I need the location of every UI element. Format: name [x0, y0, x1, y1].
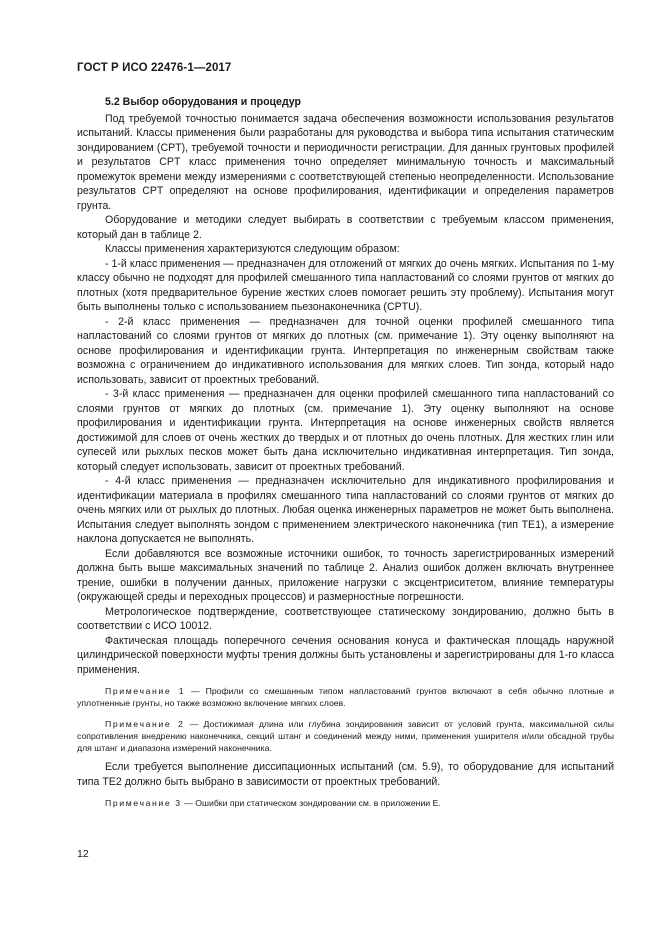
note-3-text: — Ошибки при статическом зондировании см. в приложении Е.	[181, 798, 441, 809]
page-number: 12	[77, 848, 89, 860]
paragraph-metrology: Метрологическое подтверждение, соответствующее статическому зондированию, должно быть в соответствии с ИСО 10012.	[77, 605, 614, 632]
paragraph-error-sources: Если добавляются все возможные источники ошибок, то точность зарегистрированных измерений должна быть выше максимальных значений по таблице 2. Анализ ошибок должен включать внутреннее трение, ошибки в получении данных, приложение нагрузки с эксцентриситетом, влияние температуры (окружающей среды и переходных процессов) и размерностные погрешности.	[77, 547, 614, 603]
note-2	[77, 718, 614, 755]
note-2-label: Примечание 2	[105, 718, 185, 729]
note-3	[77, 797, 614, 809]
paragraph-accuracy: Под требуемой точностью понимается задача обеспечения возможности использования результатов испытаний. Классы применения были разработаны для руководства и выбора типа испытания статическим зондированием (CPT), требуемой точности и периодичности регистрации. Для данных грунтовых профилей и результатов CPT класс применения точно определяет минимальную точность и максимальный промежуток времени между измерениями с соответствующей степенью неопределенности. Использование результатов CPT определяют на основе профилирования, идентификации и определения параметров грунта.	[77, 112, 614, 212]
document-header: ГОСТ Р ИСО 22476-1—2017	[77, 62, 232, 74]
paragraph-cone-area: Фактическая площадь поперечного сечения основания конуса и фактическая площадь наружной цилиндрической поверхности муфты трения должны быть установлены и зарегистрированы для 1-го класса применения.	[77, 634, 614, 676]
note-1-text: — Профили со смешанным типом напластований грунтов включают в себя обычно плотные и уплотненные грунты, но также возможно включение мягких слоев.	[77, 686, 614, 709]
paragraph-dissipation: Если требуется выполнение диссипационных испытаний (см. 5.9), то оборудование для испытаний типа TE2 должно быть выбрано в зависимости от проектных требований.	[77, 761, 614, 788]
document-body	[77, 95, 614, 816]
paragraph-class-2: - 2-й класс применения — предназначен для точной оценки профилей смешанного типа напластований со слоями грунтов от мягких до плотных (см. примечание 1). Эту оценку выполняют на основе профилирования и идентификации грунта. Интерпретация по инженерным свойствам также возможна с ограничением до индикативного использования для мягких слоев. Тип зонда, который надо использовать, зависит от проектных требований.	[77, 315, 614, 386]
paragraph-class-1: - 1-й класс применения — предназначен для отложений от мягких до очень мягких. Испытания по 1-му классу обычно не подходят для профилей смешанного типа напластований со слоями грунтов от мягких до плотных (хотя предварительное бурение жестких слоев помогает решить эту проблему). Испытания могут быть выполнены только с использованием пьезонаконечника (CPTU).	[77, 257, 614, 313]
note-1-label: Примечание 1	[105, 686, 186, 696]
paragraph-classes-intro: Классы применения характеризуются следующим образом:	[105, 243, 400, 255]
note-2-text: — Достижимая длина или глубина зондирования зависит от условий грунта, максимальной силы сопротивления внедрению наконечника, секций штанг и соединений между ними, применения уширителя и/или обсадной трубы для штанг и диапазона измерений наконечника.	[77, 718, 615, 754]
note-1	[77, 685, 614, 710]
paragraph-equipment-selection: Оборудование и методики следует выбирать в соответствии с требуемым классом применения, который дан в таблице 2.	[77, 214, 614, 241]
paragraph-class-3: - 3-й класс применения — предназначен для оценки профилей смешанного типа напластований со слоями грунтов от мягких до плотных (см. примечание 1). Эту оценку выполняют на основе профилирования и идентификации грунта. Интерпретация на основе инженерных свойств является достижимой для слоев от очень жестких до твердых и от плотных до очень плотных. Для жестких глин или супесей или рыхлых песков может быть дана исключительно индикативная интерпретация. Тип зонда, который следует использовать, зависит от проектных требований.	[77, 388, 614, 473]
section-heading: 5.2 Выбор оборудования и процедур	[105, 96, 302, 108]
note-3-label: Примечание 3	[105, 798, 182, 809]
paragraph-class-4: - 4-й класс применения — предназначен исключительно для индикативного профилирования и идентификации материала в профилях смешанного типа напластований со слоями грунтов от мягких до очень мягких или от рыхлых до плотных. Любая оценка инженерных параметров не может быть выполнена. Испытания следует выполнять зондом с применением электрического наконечника (тип TE1), а измерение наклона допускается не выполнять.	[77, 475, 614, 545]
